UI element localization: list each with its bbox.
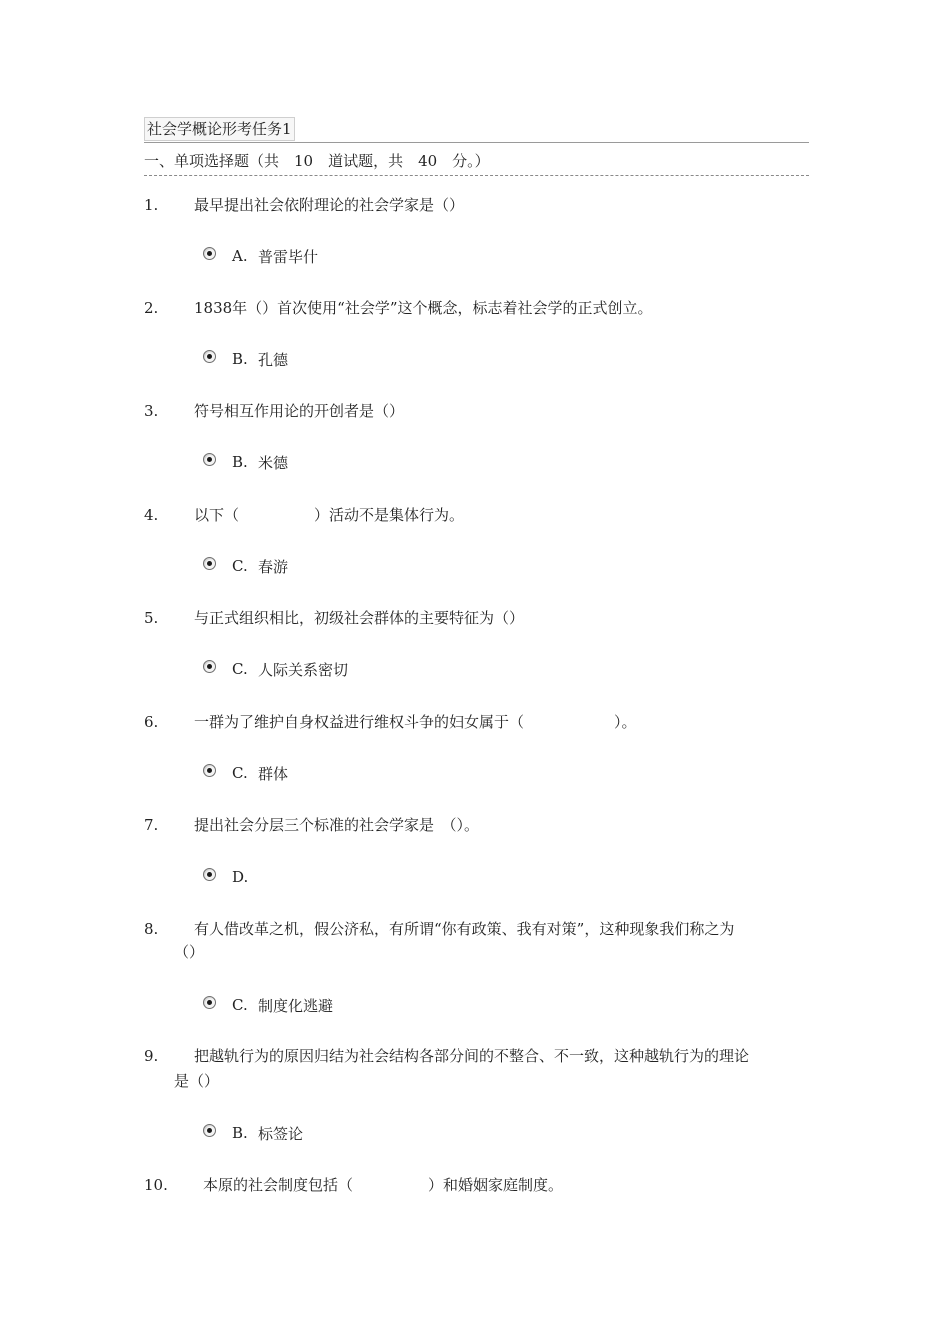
section-heading: 一、单项选择题（共 10 道试题，共 40 分。） — [144, 152, 490, 170]
selected-answer — [203, 451, 288, 473]
answer-letter: B. — [232, 1124, 248, 1142]
radio-selected-icon[interactable] — [203, 247, 216, 260]
question-number: 5. — [144, 609, 159, 627]
answer-text: 米德 — [258, 453, 289, 472]
question-text: 本原的社会制度包括（ ）和婚姻家庭制度。 — [203, 1176, 564, 1194]
answer-letter: B. — [232, 453, 248, 471]
answer-text: 制度化逃避 — [258, 996, 334, 1015]
question-number: 7. — [144, 816, 159, 834]
question-text: 有人借改革之机，假公济私，有所谓“你有政策、我有对策”，这种现象我们称之为 — [194, 920, 735, 938]
question-text: 1838年（）首次使用“社会学”这个概念，标志着社会学的正式创立。 — [194, 299, 653, 317]
radio-selected-icon[interactable] — [203, 660, 216, 673]
question-number: 3. — [144, 402, 159, 420]
question-number: 6. — [144, 713, 159, 731]
section-divider — [144, 175, 809, 176]
answer-text: 群体 — [258, 764, 289, 783]
document-title: 社会学概论形考任务1 — [144, 117, 295, 141]
answer-text: 孔德 — [258, 350, 289, 369]
radio-selected-icon[interactable] — [203, 996, 216, 1009]
selected-answer — [203, 1122, 303, 1144]
answer-letter: D. — [232, 868, 249, 886]
question-number: 2. — [144, 299, 159, 317]
radio-selected-icon[interactable] — [203, 557, 216, 570]
question-text-continued: （） — [174, 943, 205, 961]
question-text: 以下（ ）活动不是集体行为。 — [194, 506, 465, 524]
answer-letter: C. — [232, 660, 248, 678]
title-divider — [144, 142, 809, 143]
selected-answer — [203, 658, 348, 680]
question-text-continued: 是（） — [174, 1072, 220, 1090]
answer-text: 人际关系密切 — [258, 660, 349, 679]
question-number: 4. — [144, 506, 159, 524]
selected-answer — [203, 866, 258, 888]
selected-answer — [203, 762, 288, 784]
selected-answer — [203, 555, 288, 577]
question-text: 一群为了维护自身权益进行维权斗争的妇女属于（ ）。 — [194, 713, 637, 731]
question-text: 最早提出社会依附理论的社会学家是（） — [194, 196, 465, 214]
answer-letter: A. — [232, 247, 248, 265]
question-text: 把越轨行为的原因归结为社会结构各部分间的不整合、不一致，这种越轨行为的理论 — [194, 1047, 750, 1065]
question-number: 1. — [144, 196, 159, 214]
question-text: 与正式组织相比，初级社会群体的主要特征为（） — [194, 609, 525, 627]
radio-selected-icon[interactable] — [203, 453, 216, 466]
answer-text: 春游 — [258, 557, 289, 576]
radio-selected-icon[interactable] — [203, 1124, 216, 1137]
selected-answer — [203, 994, 333, 1016]
selected-answer — [203, 348, 288, 370]
question-text: 符号相互作用论的开创者是（） — [194, 402, 405, 420]
answer-text: 普雷毕什 — [258, 247, 319, 266]
question-text: 提出社会分层三个标准的社会学家是 （）。 — [194, 816, 480, 834]
question-number: 9. — [144, 1047, 159, 1065]
answer-letter: C. — [232, 996, 248, 1014]
answer-letter: C. — [232, 557, 248, 575]
radio-selected-icon[interactable] — [203, 868, 216, 881]
question-number: 10. — [144, 1176, 168, 1194]
answer-letter: C. — [232, 764, 248, 782]
question-number: 8. — [144, 920, 159, 938]
radio-selected-icon[interactable] — [203, 350, 216, 363]
radio-selected-icon[interactable] — [203, 764, 216, 777]
selected-answer — [203, 245, 318, 267]
answer-letter: B. — [232, 350, 248, 368]
answer-text: 标签论 — [258, 1124, 304, 1143]
